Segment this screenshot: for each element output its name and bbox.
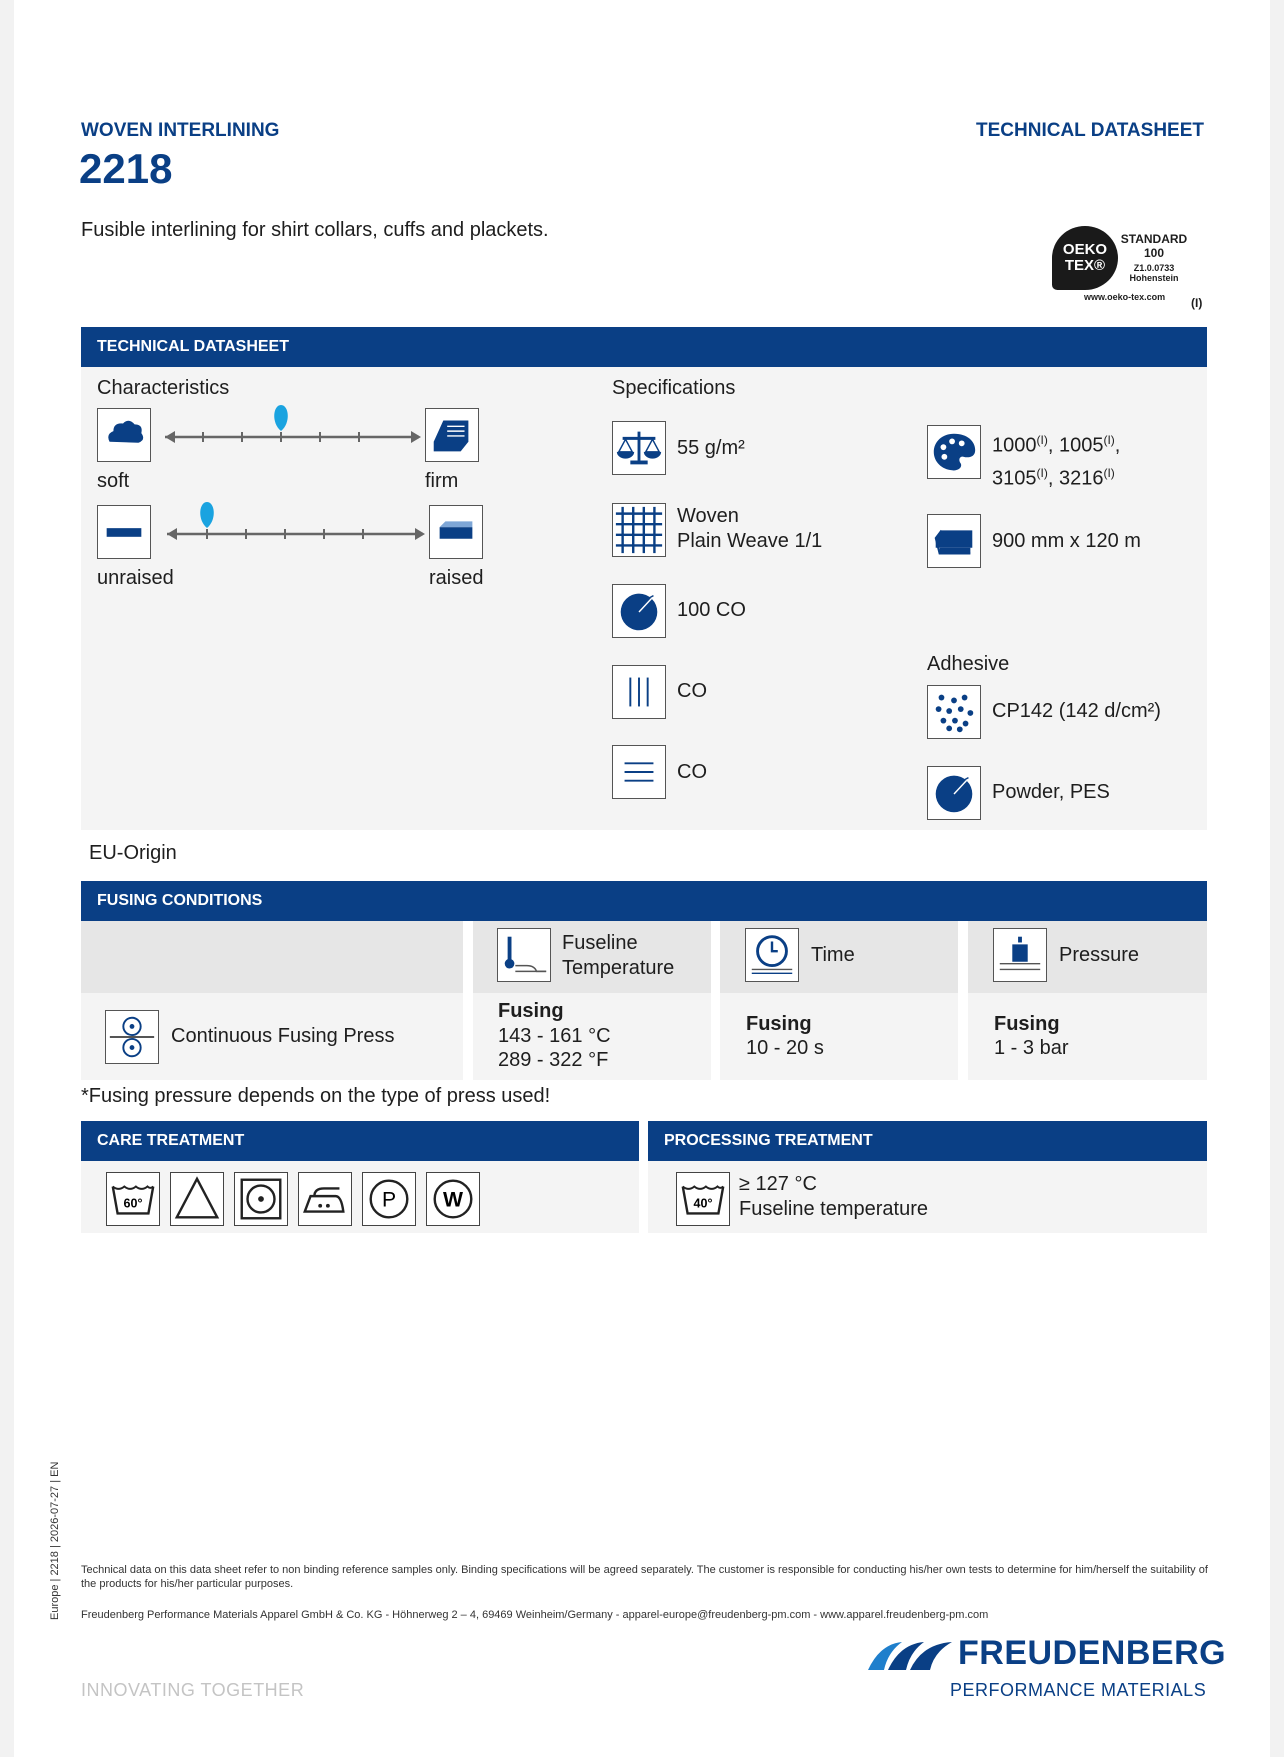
wash-40-temp: 40° — [693, 1196, 713, 1211]
oeko-tex-url: www.oeko-tex.com — [1084, 292, 1166, 302]
temp-header-line2: Temperature — [562, 957, 675, 979]
color-note-1005: (I) — [1103, 433, 1115, 447]
wash-60-temp: 60° — [123, 1196, 143, 1211]
pressure-weight-icon — [993, 928, 1047, 982]
temp-fusing-label: Fusing — [498, 1000, 564, 1022]
weft-icon — [612, 745, 666, 799]
time-value: 10 - 20 s — [746, 1037, 824, 1059]
oeko-tex-standard — [1118, 232, 1190, 283]
color-code-1000: 1000 — [992, 434, 1037, 457]
pressure-fusing-label: Fusing — [994, 1013, 1060, 1035]
processing-line1: ≥ 127 °C — [739, 1173, 817, 1195]
raised-icon — [429, 505, 483, 559]
fusing-header-blank — [81, 921, 463, 993]
iron-icon — [298, 1172, 352, 1226]
wash-60-icon — [106, 1172, 160, 1226]
freudenberg-brand: FREUDENBERG — [958, 1634, 1227, 1672]
weft-value: CO — [677, 761, 707, 783]
colors-line1: $1000^{(I)}$, $1005^{(I)}$, — [992, 433, 1121, 457]
color-note-3105: (I) — [1036, 466, 1048, 480]
scale1-left-label: soft — [97, 470, 130, 492]
time-fusing-label: Fusing — [746, 1013, 812, 1035]
origin-label: EU-Origin — [89, 842, 177, 864]
fabric-roll-icon — [927, 514, 981, 568]
pressure-value: 1 - 3 bar — [994, 1037, 1069, 1059]
weight-value: 55 g/m² — [677, 437, 745, 459]
characteristics-title: Characteristics — [97, 377, 230, 399]
fuseline-temperature-icon — [497, 928, 551, 982]
slogan: INNOVATING TOGETHER — [81, 1680, 305, 1700]
color-code-3105: 3105 — [992, 467, 1037, 490]
color-code-1005: 1005 — [1058, 434, 1104, 457]
care-panel — [81, 1161, 639, 1233]
care-section-bar: CARE TREATMENT — [81, 1121, 639, 1161]
time-header: Time — [811, 944, 855, 966]
pressure-header: Pressure — [1059, 944, 1140, 966]
oeko-tex-note: (I) — [1191, 296, 1203, 310]
fusing-section-bar: FUSING CONDITIONS — [81, 881, 1207, 921]
weight-scale-icon — [612, 421, 666, 475]
freudenberg-wave-logo — [868, 1640, 952, 1670]
freudenberg-subbrand: PERFORMANCE MATERIALS — [950, 1680, 1207, 1700]
adhesive-material-value: Powder, PES — [992, 781, 1110, 803]
construction-line1: Woven — [677, 505, 739, 527]
soft-firm-scale — [163, 403, 425, 443]
oeko-institute: Hohenstein — [1129, 273, 1179, 283]
disclaimer-text: Technical data on this data sheet refer to non binding reference samples only. Binding specifications will be agreed separately. The customer is responsible for conducting his/her own tests to determine for him/herself the suitability of the products for his/her particular purposes. — [81, 1564, 1208, 1590]
scale1-right-label: firm — [425, 470, 459, 492]
press-type: Continuous Fusing Press — [171, 1025, 395, 1047]
dimensions-value: 900 mm x 120 m — [992, 530, 1141, 552]
unraised-raised-scale — [165, 500, 429, 540]
color-note-3216: (I) — [1103, 466, 1115, 480]
temp-celsius: 143 - 161 °C — [498, 1025, 611, 1047]
temp-fahrenheit: 289 - 322 °F — [498, 1049, 609, 1071]
adhesive-dots-icon — [927, 685, 981, 739]
colors-line2: $3105^{(I)}$, $3216^{(I)}$ — [992, 466, 1115, 490]
product-number: 2218 — [79, 145, 173, 192]
processing-section-bar: PROCESSING TREATMENT — [648, 1121, 1207, 1161]
tumble-dry-icon — [234, 1172, 288, 1226]
soft-icon — [97, 408, 151, 462]
color-palette-icon — [927, 425, 981, 479]
technical-section-bar: TECHNICAL DATASHEET — [81, 327, 1207, 367]
adhesive-title: Adhesive — [927, 653, 1010, 675]
soft-firm-marker — [274, 405, 288, 431]
adhesive-material-pie-icon — [927, 766, 981, 820]
scale2-right-label: raised — [429, 567, 484, 589]
oeko-cert-number: Z1.0.0733 — [1133, 263, 1175, 273]
warp-value: CO — [677, 680, 707, 702]
bleach-triangle-icon — [170, 1172, 224, 1226]
wet-clean-w-icon — [426, 1172, 480, 1226]
wash-40-icon — [676, 1172, 730, 1226]
oeko-standard-number: 100 — [1143, 246, 1165, 260]
time-clock-icon — [745, 928, 799, 982]
adhesive-type-value: CP142 (142 d/cm²) — [992, 700, 1161, 722]
dry-clean-letter: P — [381, 1188, 397, 1212]
dry-clean-p-icon — [362, 1172, 416, 1226]
scale2-left-label: unraised — [97, 567, 174, 589]
side-document-code-text: Europe | 2218 | 2026-07-27 | EN — [49, 1461, 61, 1620]
composition-pie-icon — [612, 584, 666, 638]
firm-icon — [425, 408, 479, 462]
specifications-title: Specifications — [612, 377, 736, 399]
processing-line2: Fuseline temperature — [739, 1198, 928, 1220]
color-code-3216: 3216 — [1058, 467, 1104, 490]
product-description: Fusible interlining for shirt collars, cuffs and plackets. — [81, 219, 549, 241]
category-label: WOVEN INTERLINING — [81, 120, 280, 141]
oeko-tex-logo-line1: OEKO — [1062, 241, 1108, 258]
company-address: Freudenberg Performance Materials Apparel GmbH & Co. KG - Höhnerweg 2 – 4, 69469 Weinheim/Germany - apparel-europe@freudenberg-pm.com - www.apparel.freudenberg-pm.com — [81, 1609, 989, 1621]
oeko-standard-text: STANDARD — [1120, 232, 1188, 246]
oeko-tex-logo — [1052, 226, 1118, 290]
warp-icon — [612, 665, 666, 719]
temp-header-line1: Fuseline — [562, 932, 638, 954]
doc-type-label: TECHNICAL DATASHEET — [976, 120, 1204, 141]
woven-grid-icon — [612, 503, 666, 557]
fusing-pressure-note: *Fusing pressure depends on the type of press used! — [81, 1085, 551, 1107]
composition-value: 100 CO — [677, 599, 746, 621]
oeko-tex-logo-line2: TEX® — [1064, 257, 1106, 274]
fusing-press-icon — [105, 1010, 159, 1064]
datasheet-page — [14, 0, 1270, 1757]
unraised-raised-marker — [200, 502, 214, 528]
wet-clean-letter: W — [443, 1188, 463, 1212]
color-note-1000: (I) — [1036, 433, 1048, 447]
construction-line2: Plain Weave 1/1 — [677, 530, 823, 552]
unraised-icon — [97, 505, 151, 559]
